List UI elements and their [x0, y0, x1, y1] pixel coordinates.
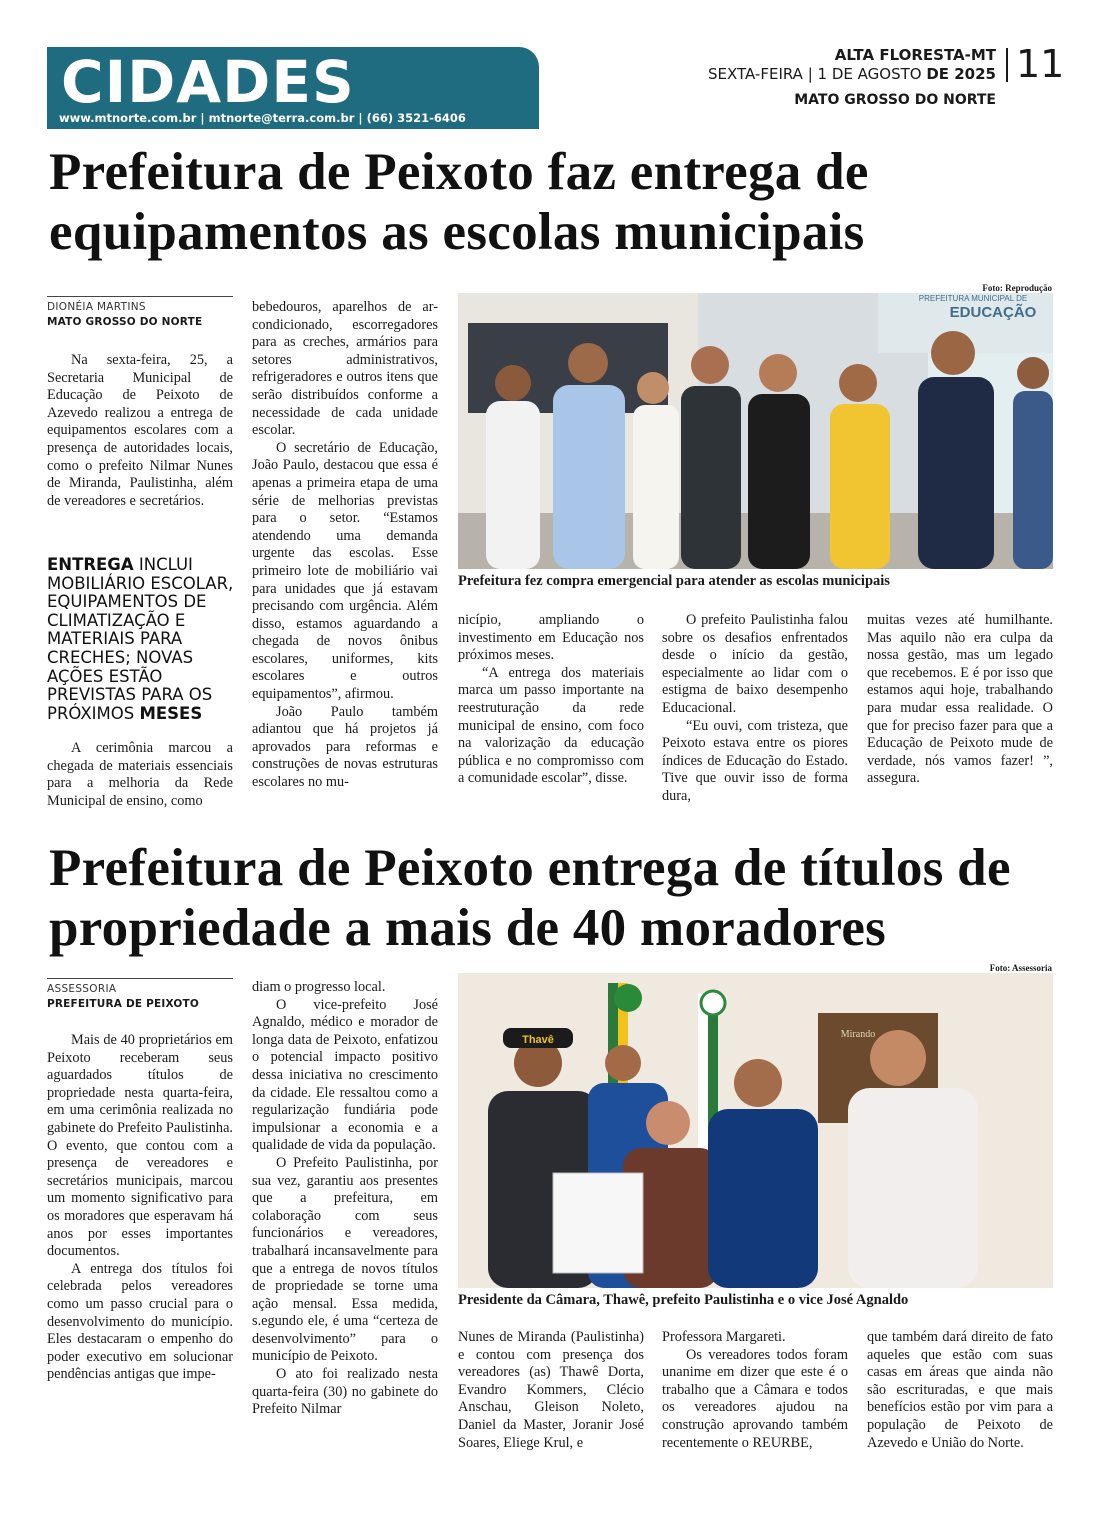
page-number-divider	[1006, 48, 1008, 82]
article1-photo-credit: Foto: Reprodução	[982, 283, 1052, 293]
ceremony-photo-illustration	[458, 973, 1053, 1288]
article1-col4-paragraph: O prefeito Paulistinha falou sobre os desafios enfrentados desde o início da gestão, especialmente ao lidar com o estigma de baixo desempenho Educacional.	[662, 612, 848, 716]
article2-col4-paragraph: Os vereadores todos foram unanime em dizer que este é o trabalho que a Câmara e todos os vereadores ajudou na construção aprovando também recentemente o REURBE,	[662, 1346, 848, 1451]
section-title: CIDADES	[61, 48, 355, 116]
masthead-date	[708, 64, 996, 84]
article1-headline-line1: Prefeitura de Peixoto faz entrega de	[49, 143, 869, 201]
page-number: 11	[1016, 42, 1065, 86]
article2-column-2	[252, 979, 438, 1419]
article2-author: ASSESSORIA	[47, 983, 117, 995]
article2-column-1	[47, 1032, 233, 1384]
article1-caption: Prefeitura fez compra emergencial para atender as escolas municipais	[458, 573, 890, 589]
pullquote-body: INCLUI MOBILIÁRIO ESCOLAR, EQUIPAMENTOS DE CLIMATIZAÇÃO E MATERIAIS PARA CRECHES; NOVAS AÇÕES ESTÃO PREVISTAS PARA OS PRÓXIMOS	[47, 555, 234, 723]
article2-photo-credit: Foto: Assessoria	[989, 963, 1052, 973]
article2-col2-paragraph: diam o progresso local.	[252, 979, 386, 995]
article2-col4-paragraph: Professora Margareti.	[662, 1329, 786, 1345]
article1-author: DIONÉIA MARTINS	[47, 301, 146, 313]
article1-col5-paragraph: muitas vezes até humilhante. Mas aquilo não era culpa da nossa gestão, mas um legado que recebemos. E é por isso que estamos aqui hoje, trabalhando para mudar essa realidade. O que for preciso fazer para que a Educação de Peixoto mude de verdade, nós vamos fazer! ”, assegura.	[867, 612, 1053, 787]
date-prefix: SEXTA-FEIRA | 1 DE AGOSTO	[707, 65, 927, 83]
article2-caption: Presidente da Câmara, Thawê, prefeito Paulistinha e o vice José Agnaldo	[458, 1292, 909, 1308]
article1-pullquote	[47, 556, 237, 723]
photo-sign: EDUCAÇÃO	[949, 304, 1037, 321]
article1-headline-line2: equipamentos as escolas municipais	[49, 203, 865, 261]
article2-headline-line1: Prefeitura de Peixoto entrega de títulos de	[49, 839, 1011, 897]
masthead-city: ALTA FLORESTA-MT	[834, 46, 996, 64]
article1-photo	[458, 293, 1053, 569]
photo-sign-small: PREFEITURA MUNICIPAL DE	[918, 294, 1028, 303]
article1-byline	[47, 296, 233, 328]
article2-photo	[458, 973, 1053, 1288]
pullquote-lead: ENTREGA	[47, 555, 134, 574]
article2-column-3	[458, 1329, 644, 1452]
article2-column-5	[867, 1329, 1053, 1452]
pullquote-tail: MESES	[139, 703, 203, 723]
photo-frame-text: Mirando	[840, 1029, 876, 1040]
article2-col2-paragraph: O Prefeito Paulistinha, por sua vez, garantiu aos presentes que a prefeitura, em colaboração com seus funcionários e vereadores, trabalhará incansavelmente para que a entrega de novos títulos de propriedade se torne uma ação mensal. Essa medida, s.egundo ele, é uma “certeza de desenvolvimento” para o município de Peixoto.	[252, 1154, 438, 1365]
section-banner	[47, 47, 539, 129]
people-silhouettes	[486, 331, 1053, 569]
article2-org: PREFEITURA DE PEIXOTO	[47, 998, 200, 1010]
photo-cap-text: Thavê	[522, 1034, 554, 1046]
article2-headline	[49, 838, 1059, 958]
article2-column-4	[662, 1329, 848, 1452]
article1-column-2	[252, 299, 438, 792]
article1-headline	[49, 142, 1059, 262]
article2-col3-paragraph: Nunes de Miranda (Paulistinha) e contou com presença dos vereadores (as) Thawê Dorta, Evandro Kommers, Clécio Anschau, Gleison Noleto, Daniel da Master, Joranir José Soares, Eliege Krul, e	[458, 1329, 644, 1451]
article1-col2-paragraph: O secretário de Educação, João Paulo, destacou que essa é apenas a primeira etapa de uma série de melhorias previstas para o setor. “Estamos atendendo uma demanda urgente das escolas. Esse primeiro lote de mobiliário vai para unidades que já estavam precisando com urgência. Além disso, estamos aguardando a chegada de novos ônibus escolares, uniformes, kits escolares e outros equipamentos”, afirmou.	[252, 439, 438, 703]
masthead	[708, 46, 996, 110]
article1-col1-paragraph: A cerimônia marcou a chegada de materiais essenciais para a melhoria da Rede Municipal de ensino, como	[47, 740, 233, 809]
article1-col4-paragraph: “Eu ouvi, com tristeza, que Peixoto estava entre os piores índices de Educação do Estado. Tive que ouvir isso de forma dura,	[662, 717, 848, 804]
article1-col1-paragraph: Na sexta-feira, 25, a Secretaria Municipal de Educação de Peixoto de Azevedo realizou a entrega de equipamentos escolares com a presença de autoridades locais, como o prefeito Nilmar Nunes de Miranda, Paulistinha, além de vereadores e secretários.	[47, 352, 233, 509]
article2-col1-paragraph: A entrega dos títulos foi celebrada pelos vereadores como um passo crucial para o desenvolvimento do município. Eles destacaram o empenho do poder executivo em solucionar pendências antigas que impe-	[47, 1260, 233, 1383]
contact-line: www.mtnorte.com.br | mtnorte@terra.com.br | (66) 3521-6406	[59, 111, 466, 125]
article1-column-1b	[47, 740, 233, 810]
article2-col5-paragraph: que também dará direito de fato aqueles que estão com suas casas em áreas que ainda não são escrituradas, e que mais benefícios estão por vim para a população de Peixoto de Azevedo e União do Norte.	[867, 1329, 1053, 1451]
article2-headline-line2: propriedade a mais de 40 moradores	[49, 899, 887, 957]
article2-col1-paragraph: Mais de 40 proprietários em Peixoto receberam seus aguardados títulos de propriedade nesta quarta-feira, em uma cerimônia realizada no gabinete do Prefeito Paulistinha. O evento, que contou com a presença de vereadores e secretários municipais, marcou um momento significativo para os moradores que esperavam há anos por esses importantes documentos.	[47, 1032, 233, 1260]
article1-column-3	[458, 612, 644, 788]
masthead-region: MATO GROSSO DO NORTE	[794, 92, 996, 108]
date-year: DE 2025	[926, 65, 996, 83]
article1-column-5	[867, 612, 1053, 788]
article1-col3-paragraph: nicípio, ampliando o investimento em Educação nos próximos meses.	[458, 612, 644, 664]
article2-col2-paragraph: O vice-prefeito José Agnaldo, médico e morador de longa data de Peixoto, enfatizou o potencial impacto positivo dessa iniciativa no crescimento da cidade. Ele ressaltou como a regularização fundiária pode impulsionar a economia e a qualidade de vida da população.	[252, 996, 438, 1154]
article1-col3-paragraph: “A entrega dos materiais marca um passo importante na reestruturação da rede municipal de ensino, com foco na valorização da educação pública e no compromisso com a comunidade escolar”, disse.	[458, 664, 644, 787]
article2-byline	[47, 978, 233, 1010]
article2-col2-paragraph: O ato foi realizado nesta quarta-feira (30) no gabinete do Prefeito Nilmar	[252, 1366, 438, 1418]
article1-column-1	[47, 352, 233, 510]
article1-col2-paragraph: João Paulo também adiantou que há projetos já aprovados para reformas e construções de novas estruturas escolares no mu-	[252, 703, 438, 791]
article1-column-4	[662, 612, 848, 806]
group-photo-illustration	[458, 293, 1053, 569]
article1-org: MATO GROSSO DO NORTE	[47, 316, 203, 328]
article1-col2-paragraph: bebedouros, aparelhos de ar-condicionado, escorregadores para as creches, armários para setores administrativos, refrigeradores e outros itens que serão distribuídos conforme a necessidade de cada unidade escolar.	[252, 299, 438, 439]
